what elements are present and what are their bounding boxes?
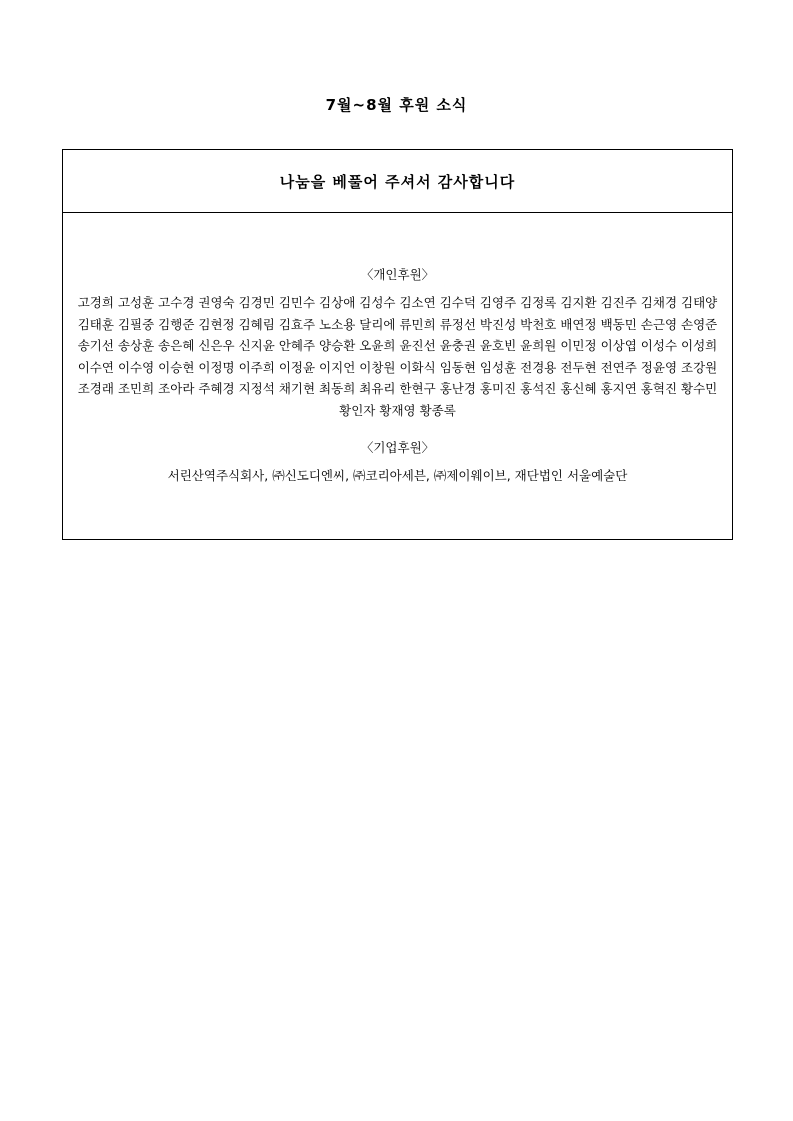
- donor-name: 김진주: [600, 295, 637, 310]
- donor-name: 김태훈: [77, 316, 114, 332]
- donor-name: 전연주: [600, 359, 637, 375]
- donor-name: 홍지연: [600, 381, 637, 396]
- donor-name: 김정록: [520, 295, 557, 310]
- donor-name: 전두현: [560, 359, 597, 375]
- donor-name: 황수민: [681, 381, 718, 396]
- donor-name: 이창원: [359, 359, 396, 375]
- donor-name: 윤호빈: [479, 338, 517, 353]
- donor-name: 홍난경: [439, 381, 476, 396]
- donor-name: 김혜림: [238, 316, 275, 332]
- donor-name: 송은혜: [158, 338, 195, 353]
- donor-name: 류민희: [399, 316, 436, 332]
- donor-name: 홍신혜: [560, 381, 597, 396]
- donor-name: 김수덕: [439, 295, 476, 310]
- donor-name: 오윤희: [359, 338, 396, 353]
- donor-box: [62, 149, 733, 540]
- donor-name: 이성희: [681, 338, 718, 353]
- donor-name: 이지언: [319, 359, 356, 375]
- donor-name: 김현정: [198, 316, 235, 332]
- donor-name: 배연정: [560, 316, 597, 332]
- donor-name: 최동희: [319, 381, 356, 396]
- donor-name: 박진성: [479, 316, 517, 332]
- donor-name: 김채경: [640, 295, 678, 310]
- donor-name: 임성훈: [479, 359, 517, 375]
- donor-name: 홍석진: [520, 381, 557, 396]
- individual-donors-title: 〈개인후원〉: [360, 267, 435, 282]
- donor-name: 조아라: [158, 381, 195, 396]
- donor-name: 이정명: [198, 359, 235, 375]
- donor-name: 채기현: [278, 381, 316, 396]
- donor-name: 김경민: [238, 295, 275, 310]
- donor-name: 이성수: [640, 338, 678, 353]
- donor-name: 고경희: [77, 295, 114, 310]
- donor-name: 권영숙: [198, 295, 235, 310]
- donor-name: 양승환: [319, 338, 356, 353]
- donor-name: 이상엽: [600, 338, 637, 353]
- donor-name: 윤진선: [399, 338, 436, 353]
- donor-name: 지정석: [238, 381, 275, 396]
- corporate-donors-list: 서린산역주식회사, ㈜신도디엔씨, ㈜코리아세븐, ㈜제이웨이브, 재단법인 서울예술단: [167, 468, 628, 483]
- donor-name: 백동민: [600, 316, 637, 332]
- donor-name: 김행준: [158, 316, 195, 332]
- donor-name: 이주희: [238, 359, 275, 375]
- donor-name: 이승현: [158, 359, 195, 375]
- donor-name: 최유리: [359, 381, 396, 396]
- donor-name: 전경용: [520, 359, 557, 375]
- individual-donors-list: [63, 292, 732, 421]
- donor-name: 손영준: [681, 316, 718, 332]
- donor-name: 이정윤: [278, 359, 316, 375]
- donor-name: 이민정: [560, 338, 597, 353]
- donor-name: 이수영: [117, 359, 155, 375]
- donor-name: 신지윤: [238, 338, 275, 353]
- donor-name: 홍혁진: [640, 381, 678, 396]
- donor-name: 김효주: [278, 316, 316, 332]
- donor-name: 황재영: [379, 402, 416, 418]
- donor-name: 박천호: [520, 316, 557, 332]
- donor-name: 송상훈: [117, 338, 155, 353]
- donor-name: 송기선: [77, 338, 114, 353]
- donor-name: 고성훈: [117, 295, 155, 310]
- donor-name: 윤충권: [439, 338, 476, 353]
- donor-name: 김지환: [560, 295, 597, 310]
- donor-name: 김성수: [359, 295, 396, 310]
- donor-name: 김민수: [278, 295, 316, 310]
- donor-name: 김필중: [117, 316, 155, 332]
- donor-name: 안혜주: [278, 338, 316, 353]
- donor-name: 손근영: [640, 316, 678, 332]
- donor-name: 주혜경: [198, 381, 235, 396]
- donor-name: 한현구: [399, 381, 436, 396]
- donor-name: 홍미진: [479, 381, 517, 396]
- donor-name: 황종록: [419, 402, 456, 418]
- donor-name: 고수경: [158, 295, 195, 310]
- donor-name: 정윤영: [640, 359, 678, 375]
- donor-name: 김영주: [479, 295, 517, 310]
- donor-name: 이화식: [399, 359, 436, 375]
- thanks-heading: 나눔을 베풀어 주셔서 감사합니다: [63, 150, 732, 213]
- donor-name: 노소용: [319, 316, 356, 332]
- donor-name: 윤희원: [520, 338, 557, 353]
- donor-name: 황인자: [339, 402, 376, 418]
- donor-name: 김태양: [681, 295, 718, 310]
- page-title: 7월~8월 후원 소식: [325, 96, 468, 114]
- donor-name: 조경래: [77, 381, 114, 396]
- donor-name: 김상애: [319, 295, 356, 310]
- donor-name: 조민희: [117, 381, 155, 396]
- donor-name: 이수연: [77, 359, 114, 375]
- donor-name: 류정선: [439, 316, 476, 332]
- donor-name: 임동현: [439, 359, 476, 375]
- donor-name: 김소연: [399, 295, 436, 310]
- donor-name: 조강원: [681, 359, 718, 375]
- corporate-donors-title: 〈기업후원〉: [360, 440, 435, 455]
- donor-name: 신은우: [198, 338, 235, 353]
- donor-name: 달리에: [359, 316, 396, 332]
